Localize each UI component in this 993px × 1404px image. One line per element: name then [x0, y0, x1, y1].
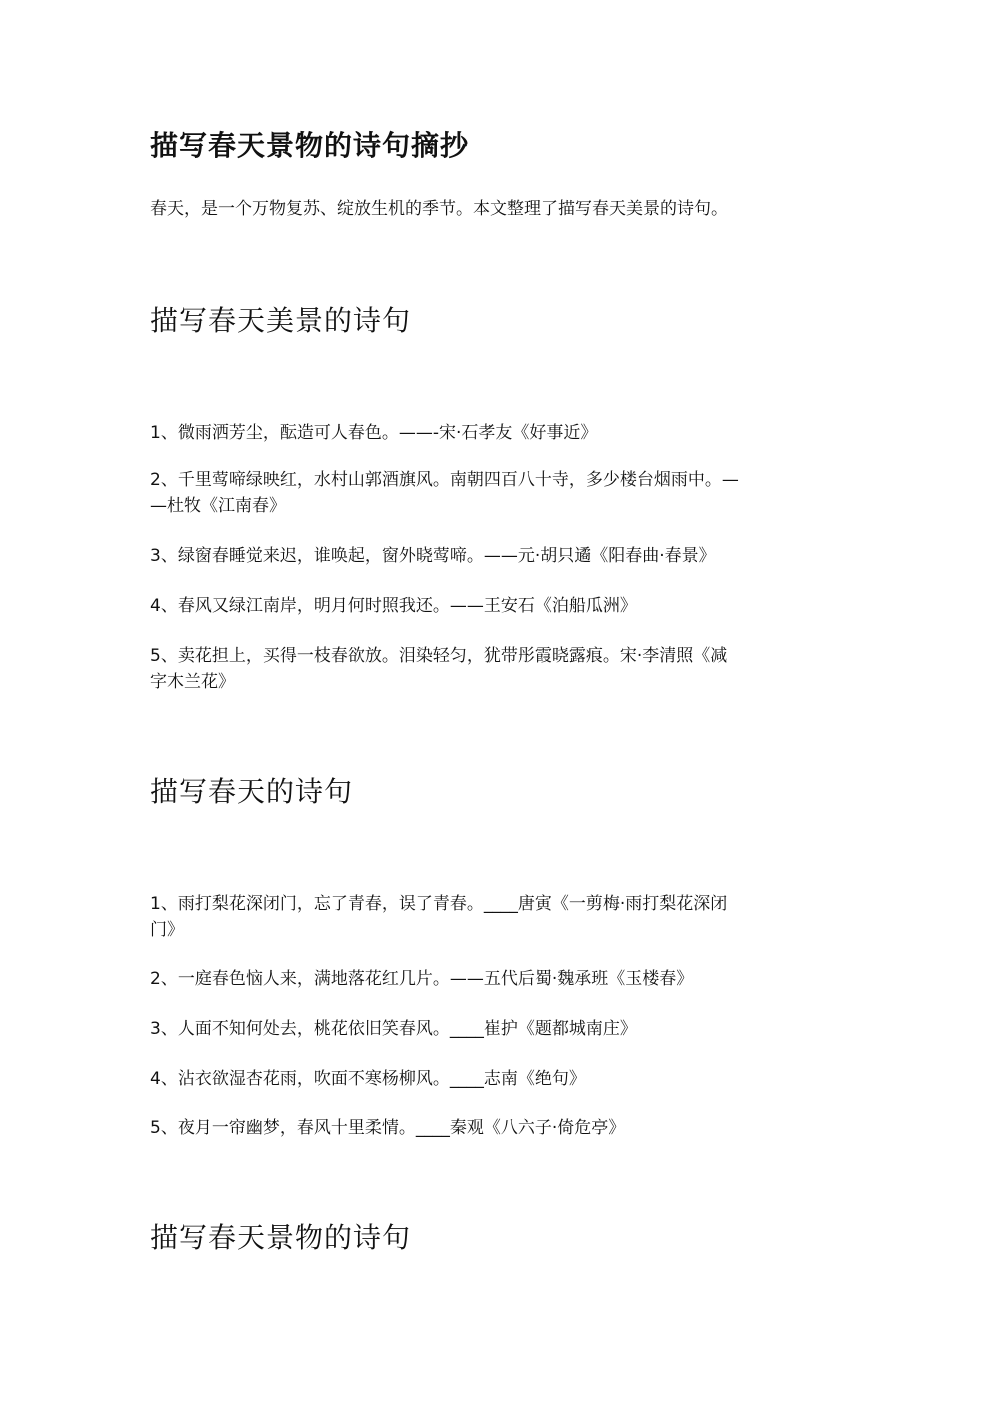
intro-paragraph: 春天，是一个万物复苏、绽放生机的季节。本文整理了描写春天美景的诗句。: [150, 199, 728, 219]
poem-line: 2、一庭春色恼人来，满地落花红几片。——五代后蜀·魏承班《玉楼春》: [150, 969, 694, 989]
section-heading-scenery-poems: 描写春天景物的诗句: [150, 1221, 412, 1254]
section-heading-scenery: 描写春天美景的诗句: [150, 304, 412, 337]
poem-line: 4、沾衣欲湿杏花雨，吹面不寒杨柳风。____志南《绝句》: [150, 1069, 586, 1089]
section-heading-spring: 描写春天的诗句: [150, 775, 354, 808]
poem-line: 3、绿窗春睡觉来迟，谁唤起，窗外晓莺啼。——元·胡只遹《阳春曲·春景》: [150, 546, 716, 566]
poem-line: 5、夜月一帘幽梦，春风十里柔情。____秦观《八六子·倚危亭》: [150, 1118, 626, 1138]
poem-line: 2、千里莺啼绿映红，水村山郭酒旗风。南朝四百八十寺，多少楼台烟雨中。— —杜牧《江南春》: [150, 470, 739, 516]
poem-line: 5、卖花担上，买得一枝春欲放。泪染轻匀，犹带彤霞晓露痕。宋·李清照《减 字木兰花》: [150, 646, 728, 692]
poem-line: 1、微雨洒芳尘，酝造可人春色。——-宋·石孝友《好事近》: [150, 423, 598, 443]
page-title: 描写春天景物的诗句摘抄: [150, 129, 470, 162]
poem-line: 4、春风又绿江南岸，明月何时照我还。——王安石《泊船瓜洲》: [150, 596, 637, 616]
poem-line: 3、人面不知何处去，桃花依旧笑春风。____崔护《题都城南庄》: [150, 1019, 637, 1039]
poem-line: 1、雨打梨花深闭门，忘了青春，误了青春。____唐寅《一剪梅·雨打梨花深闭 门》: [150, 894, 728, 940]
